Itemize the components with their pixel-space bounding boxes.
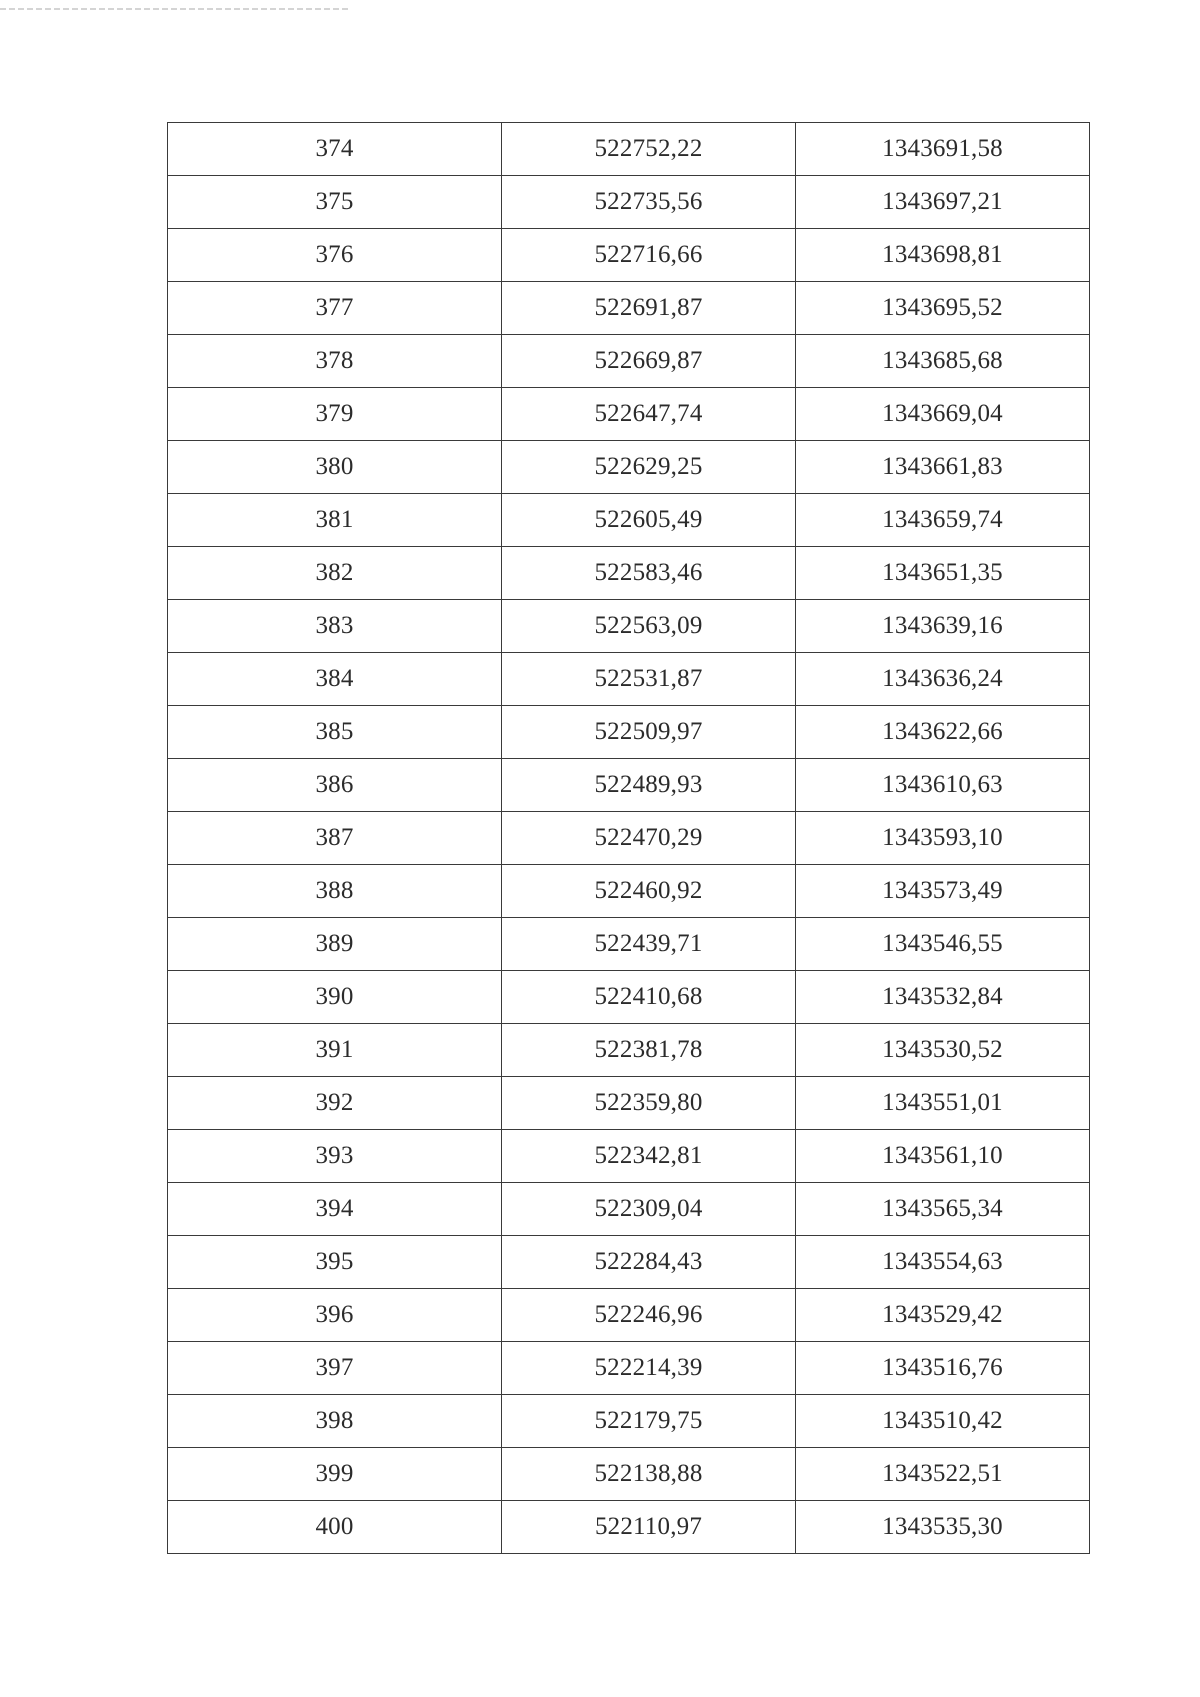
y-coordinate-cell: 1343593,10 — [796, 812, 1090, 865]
x-coordinate-cell: 522246,96 — [502, 1289, 796, 1342]
x-coordinate-cell: 522439,71 — [502, 918, 796, 971]
x-coordinate-cell: 522716,66 — [502, 229, 796, 282]
table-row — [168, 1077, 1090, 1130]
x-coordinate-cell: 522214,39 — [502, 1342, 796, 1395]
x-coordinate-cell: 522138,88 — [502, 1448, 796, 1501]
y-coordinate-cell: 1343573,49 — [796, 865, 1090, 918]
y-coordinate-cell: 1343510,42 — [796, 1395, 1090, 1448]
scan-artifact-line — [0, 8, 350, 10]
x-coordinate-cell: 522647,74 — [502, 388, 796, 441]
table-row — [168, 812, 1090, 865]
x-coordinate-cell: 522489,93 — [502, 759, 796, 812]
table-row — [168, 123, 1090, 176]
y-coordinate-cell: 1343636,24 — [796, 653, 1090, 706]
point-number-cell: 399 — [168, 1448, 502, 1501]
y-coordinate-cell: 1343698,81 — [796, 229, 1090, 282]
point-number-cell: 381 — [168, 494, 502, 547]
point-number-cell: 388 — [168, 865, 502, 918]
table-row — [168, 388, 1090, 441]
y-coordinate-cell: 1343669,04 — [796, 388, 1090, 441]
table-row — [168, 706, 1090, 759]
table-row — [168, 441, 1090, 494]
x-coordinate-cell: 522509,97 — [502, 706, 796, 759]
y-coordinate-cell: 1343532,84 — [796, 971, 1090, 1024]
table-row — [168, 971, 1090, 1024]
x-coordinate-cell: 522531,87 — [502, 653, 796, 706]
point-number-cell: 380 — [168, 441, 502, 494]
point-number-cell: 392 — [168, 1077, 502, 1130]
x-coordinate-cell: 522583,46 — [502, 547, 796, 600]
table-row — [168, 759, 1090, 812]
table-row — [168, 1395, 1090, 1448]
y-coordinate-cell: 1343697,21 — [796, 176, 1090, 229]
x-coordinate-cell: 522460,92 — [502, 865, 796, 918]
x-coordinate-cell: 522605,49 — [502, 494, 796, 547]
x-coordinate-cell: 522752,22 — [502, 123, 796, 176]
point-number-cell: 384 — [168, 653, 502, 706]
y-coordinate-cell: 1343554,63 — [796, 1236, 1090, 1289]
point-number-cell: 394 — [168, 1183, 502, 1236]
x-coordinate-cell: 522359,80 — [502, 1077, 796, 1130]
y-coordinate-cell: 1343639,16 — [796, 600, 1090, 653]
point-number-cell: 375 — [168, 176, 502, 229]
y-coordinate-cell: 1343565,34 — [796, 1183, 1090, 1236]
point-number-cell: 379 — [168, 388, 502, 441]
table-row — [168, 600, 1090, 653]
table-row — [168, 1501, 1090, 1554]
y-coordinate-cell: 1343522,51 — [796, 1448, 1090, 1501]
table-row — [168, 1024, 1090, 1077]
x-coordinate-cell: 522309,04 — [502, 1183, 796, 1236]
x-coordinate-cell: 522669,87 — [502, 335, 796, 388]
table-row — [168, 494, 1090, 547]
y-coordinate-cell: 1343551,01 — [796, 1077, 1090, 1130]
point-number-cell: 377 — [168, 282, 502, 335]
x-coordinate-cell: 522691,87 — [502, 282, 796, 335]
y-coordinate-cell: 1343691,58 — [796, 123, 1090, 176]
x-coordinate-cell: 522342,81 — [502, 1130, 796, 1183]
y-coordinate-cell: 1343535,30 — [796, 1501, 1090, 1554]
y-coordinate-cell: 1343610,63 — [796, 759, 1090, 812]
point-number-cell: 382 — [168, 547, 502, 600]
y-coordinate-cell: 1343659,74 — [796, 494, 1090, 547]
table-row — [168, 918, 1090, 971]
table-row — [168, 1289, 1090, 1342]
point-number-cell: 398 — [168, 1395, 502, 1448]
table-row — [168, 176, 1090, 229]
y-coordinate-cell: 1343685,68 — [796, 335, 1090, 388]
table-row — [168, 653, 1090, 706]
point-number-cell: 390 — [168, 971, 502, 1024]
table-row — [168, 229, 1090, 282]
point-number-cell: 383 — [168, 600, 502, 653]
x-coordinate-cell: 522410,68 — [502, 971, 796, 1024]
table-row — [168, 282, 1090, 335]
coordinates-table — [167, 122, 1090, 1554]
x-coordinate-cell: 522179,75 — [502, 1395, 796, 1448]
x-coordinate-cell: 522629,25 — [502, 441, 796, 494]
table-row — [168, 1342, 1090, 1395]
point-number-cell: 389 — [168, 918, 502, 971]
x-coordinate-cell: 522735,56 — [502, 176, 796, 229]
point-number-cell: 376 — [168, 229, 502, 282]
point-number-cell: 385 — [168, 706, 502, 759]
x-coordinate-cell: 522110,97 — [502, 1501, 796, 1554]
y-coordinate-cell: 1343530,52 — [796, 1024, 1090, 1077]
table-row — [168, 335, 1090, 388]
y-coordinate-cell: 1343661,83 — [796, 441, 1090, 494]
point-number-cell: 397 — [168, 1342, 502, 1395]
y-coordinate-cell: 1343529,42 — [796, 1289, 1090, 1342]
table-row — [168, 1183, 1090, 1236]
table-row — [168, 865, 1090, 918]
x-coordinate-cell: 522563,09 — [502, 600, 796, 653]
table-row — [168, 1236, 1090, 1289]
y-coordinate-cell: 1343546,55 — [796, 918, 1090, 971]
y-coordinate-cell: 1343651,35 — [796, 547, 1090, 600]
x-coordinate-cell: 522470,29 — [502, 812, 796, 865]
y-coordinate-cell: 1343622,66 — [796, 706, 1090, 759]
x-coordinate-cell: 522284,43 — [502, 1236, 796, 1289]
point-number-cell: 374 — [168, 123, 502, 176]
table-row — [168, 1448, 1090, 1501]
point-number-cell: 391 — [168, 1024, 502, 1077]
x-coordinate-cell: 522381,78 — [502, 1024, 796, 1077]
y-coordinate-cell: 1343516,76 — [796, 1342, 1090, 1395]
point-number-cell: 400 — [168, 1501, 502, 1554]
y-coordinate-cell: 1343695,52 — [796, 282, 1090, 335]
table-row — [168, 1130, 1090, 1183]
point-number-cell: 386 — [168, 759, 502, 812]
y-coordinate-cell: 1343561,10 — [796, 1130, 1090, 1183]
point-number-cell: 395 — [168, 1236, 502, 1289]
point-number-cell: 393 — [168, 1130, 502, 1183]
table-row — [168, 547, 1090, 600]
point-number-cell: 387 — [168, 812, 502, 865]
point-number-cell: 396 — [168, 1289, 502, 1342]
coordinates-table-body — [168, 123, 1090, 1554]
point-number-cell: 378 — [168, 335, 502, 388]
